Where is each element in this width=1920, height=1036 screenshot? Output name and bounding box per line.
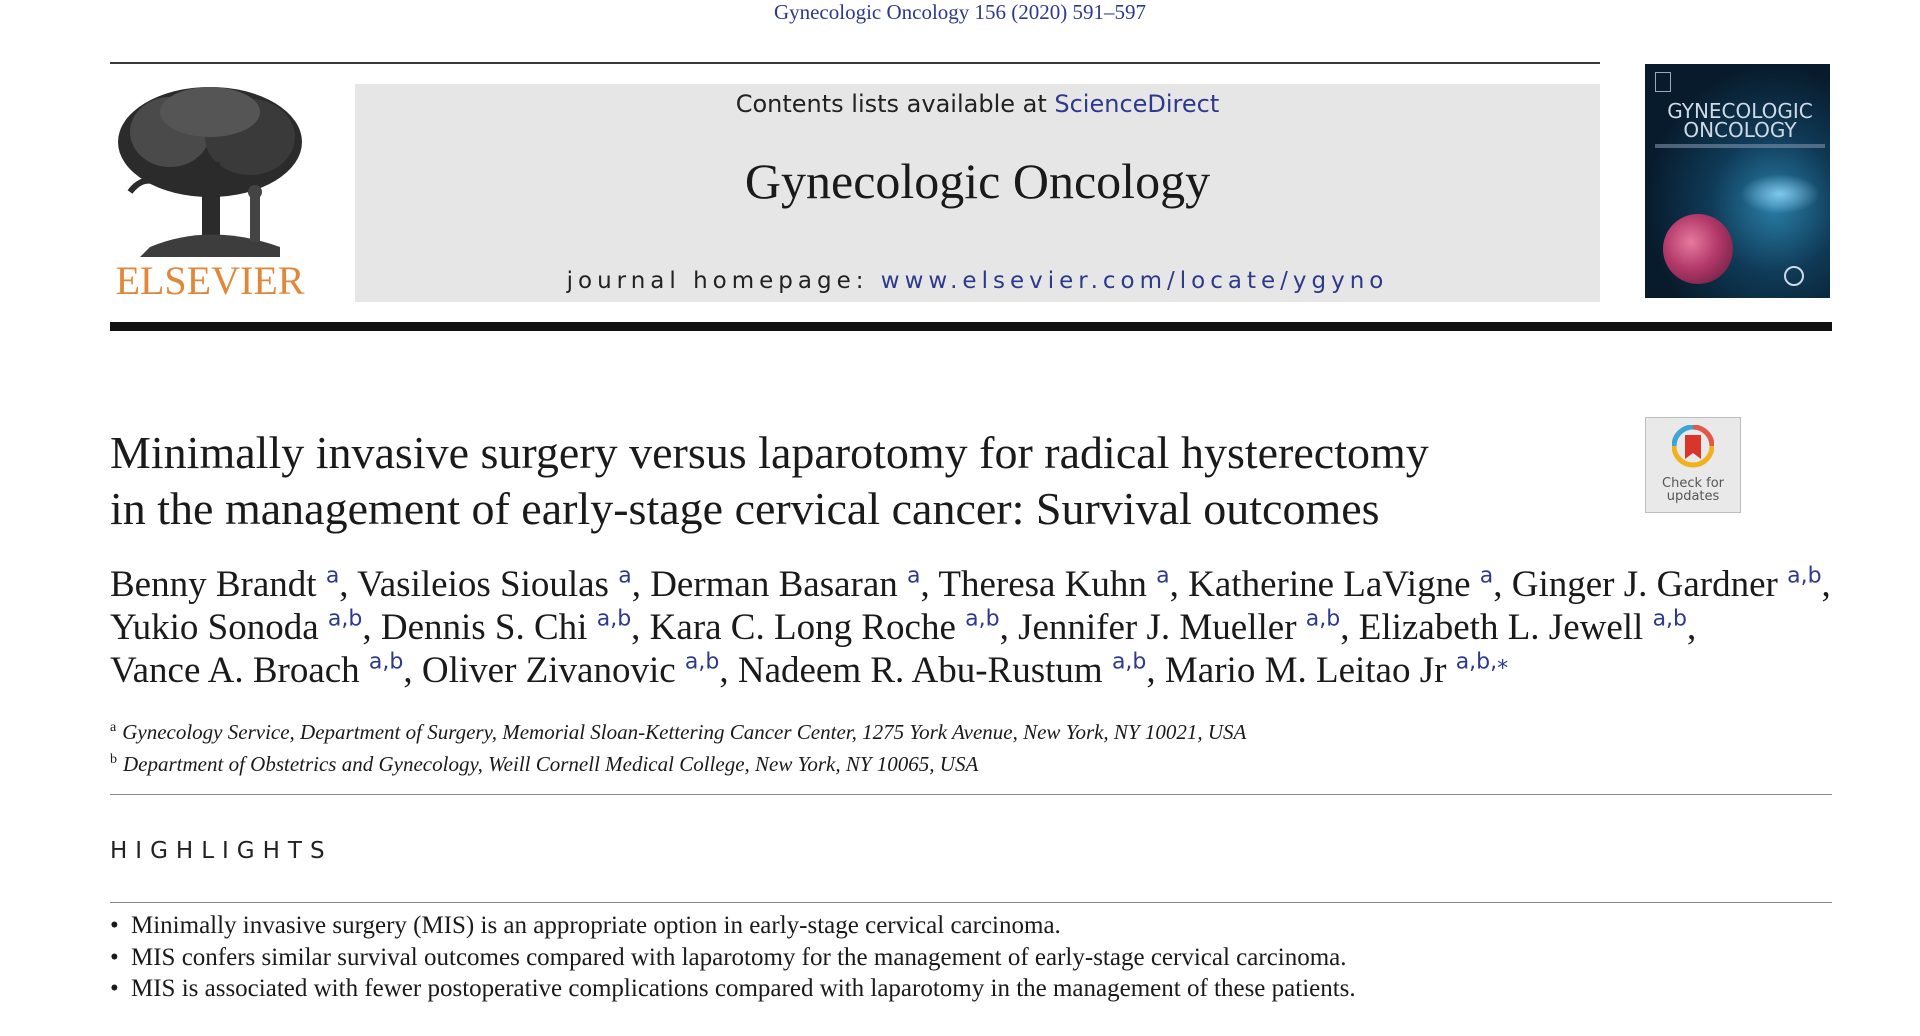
elsevier-logo[interactable] bbox=[110, 82, 310, 304]
list-item bbox=[110, 973, 1810, 1005]
affiliation-marker[interactable]: a,b bbox=[1305, 606, 1341, 632]
affiliation-marker[interactable]: a bbox=[1479, 563, 1494, 589]
author-name-text: Derman Basaran bbox=[650, 564, 898, 605]
title-line2: in the management of early-stage cervical cancer: Survival outcomes bbox=[110, 483, 1380, 534]
affiliation-text: Department of Obstetrics and Gynecology, Weill Cornell Medical College, New York, NY 10065, USA bbox=[123, 752, 979, 776]
homepage-link[interactable]: www.elsevier.com/locate/ygyno bbox=[880, 268, 1389, 294]
highlights-list bbox=[110, 910, 1810, 1005]
section-divider bbox=[110, 794, 1832, 795]
affiliation-marker[interactable]: a,b bbox=[1652, 606, 1688, 632]
journal-cover-image[interactable] bbox=[1645, 64, 1830, 298]
affiliation-label: b bbox=[110, 752, 117, 767]
section-divider bbox=[110, 902, 1832, 903]
author-name-text: Ginger J. Gardner bbox=[1511, 564, 1778, 605]
author-name-text: Oliver Zivanovic bbox=[421, 650, 676, 691]
affiliation-marker[interactable]: a,b bbox=[1111, 649, 1147, 675]
author-name[interactable] bbox=[381, 607, 631, 648]
badge-line2: updates bbox=[1666, 489, 1720, 504]
top-rule bbox=[110, 62, 1600, 64]
affiliation-a bbox=[110, 714, 1610, 746]
affiliation-marker[interactable]: a,b bbox=[596, 606, 632, 632]
check-updates-icon bbox=[1672, 425, 1714, 475]
author-line: Benny Brandt $^a$, Vasileios Sioulas $^a$, Derman Basaran $^a$, Theresa Kuhn $^a$, Katherine LaVigne $^a$, Ginger J. Gardner $^{a,b}$, bbox=[110, 563, 1831, 605]
author-name-text: Vance A. Broach bbox=[110, 650, 360, 691]
title-line1: Minimally invasive surgery versus laparotomy for radical hysterectomy bbox=[110, 427, 1429, 478]
cover-title-line1: GYNECOLOGIC bbox=[1667, 99, 1813, 123]
affiliation-marker[interactable]: a bbox=[618, 563, 632, 589]
author-name-text: Vasileios Sioulas bbox=[357, 564, 609, 605]
affiliation-b bbox=[110, 746, 1610, 778]
affiliation-marker[interactable]: a,b,⁎ bbox=[1455, 649, 1509, 675]
cover-publisher-mark bbox=[1655, 72, 1671, 92]
author-name-text: Nadeem R. Abu-Rustum bbox=[737, 650, 1103, 691]
author-name-text: Benny Brandt bbox=[110, 564, 317, 605]
header-rule bbox=[110, 322, 1832, 331]
author-name-text: Theresa Kuhn bbox=[938, 564, 1147, 605]
sciencedirect-link[interactable]: ScienceDirect bbox=[1054, 90, 1220, 118]
highlights-heading: HIGHLIGHTS bbox=[110, 838, 333, 864]
check-updates-label bbox=[1646, 477, 1740, 503]
homepage-prefix: journal homepage: bbox=[566, 268, 881, 294]
cover-title bbox=[1655, 99, 1825, 142]
author-name[interactable] bbox=[650, 607, 1000, 648]
author-line: Vance A. Broach $^{a,b}$, Oliver Zivanovic $^{a,b}$, Nadeem R. Abu-Rustum $^{a,b}$, Mario M. Leitao Jr $^{a,b,⁎}$ bbox=[110, 649, 1509, 691]
author-name[interactable] bbox=[1165, 650, 1508, 691]
elsevier-wordmark: ELSEVIER bbox=[115, 258, 305, 303]
author-name[interactable] bbox=[650, 564, 920, 605]
bullet-icon: • bbox=[110, 943, 119, 971]
author-name-text: Katherine LaVigne bbox=[1188, 564, 1471, 605]
affiliation-text: Gynecology Service, Department of Surgery, Memorial Sloan-Kettering Cancer Center, 1275 York Avenue, New York, NY 10021, USA bbox=[122, 720, 1247, 744]
affiliation-label: a bbox=[110, 720, 117, 735]
cover-glow bbox=[1740, 174, 1820, 214]
journal-name[interactable]: Gynecologic Oncology bbox=[744, 153, 1211, 209]
affiliation-marker[interactable]: a,b bbox=[1787, 563, 1822, 589]
author-name[interactable] bbox=[738, 650, 1147, 691]
check-for-updates-button[interactable] bbox=[1645, 417, 1741, 513]
author-name[interactable] bbox=[1188, 564, 1493, 605]
highlight-text: MIS is associated with fewer postoperative complications compared with laparotomy in the management of these patients. bbox=[131, 975, 1356, 1002]
author-list bbox=[110, 563, 1850, 692]
author-line: Yukio Sonoda $^{a,b}$, Dennis S. Chi $^{a,b}$, Kara C. Long Roche $^{a,b}$, Jennifer J. Mueller $^{a,b}$, Elizabeth L. Jewell $^{a,b}$, bbox=[110, 606, 1697, 648]
author-name[interactable] bbox=[422, 650, 719, 691]
tree-icon bbox=[110, 82, 310, 257]
list-item bbox=[110, 910, 1810, 942]
author-name[interactable] bbox=[357, 564, 632, 605]
journal-banner bbox=[355, 84, 1600, 302]
affiliation-marker[interactable]: a,b bbox=[368, 649, 404, 675]
highlight-text: MIS confers similar survival outcomes compared with laparotomy for the management of early-stage cervical carcinoma. bbox=[131, 943, 1347, 971]
affiliation-marker[interactable]: a bbox=[1156, 563, 1170, 589]
author-name[interactable] bbox=[938, 564, 1169, 605]
cover-cell-image bbox=[1663, 214, 1733, 284]
author-name[interactable] bbox=[110, 650, 403, 691]
list-item bbox=[110, 942, 1810, 974]
bullet-icon: • bbox=[110, 975, 119, 1002]
author-name-text: Mario M. Leitao Jr bbox=[1164, 650, 1447, 691]
author-name-text: Jennifer J. Mueller bbox=[1018, 607, 1297, 648]
author-name[interactable] bbox=[110, 607, 362, 648]
author-name[interactable] bbox=[1018, 607, 1340, 648]
affiliation-marker[interactable]: a,b bbox=[684, 649, 720, 675]
homepage-line bbox=[355, 268, 1600, 294]
affiliation-marker[interactable]: a bbox=[325, 563, 340, 589]
cover-logo-icon bbox=[1784, 266, 1804, 286]
highlight-text: Minimally invasive surgery (MIS) is an appropriate option in early-stage cervical carcinoma. bbox=[131, 912, 1061, 939]
article-title bbox=[110, 425, 1610, 537]
author-name-text: Yukio Sonoda bbox=[110, 607, 319, 648]
author-name[interactable] bbox=[1359, 607, 1687, 648]
cover-title-line2: ONCOLOGY bbox=[1683, 118, 1797, 142]
contents-line bbox=[355, 90, 1600, 118]
bullet-icon: • bbox=[110, 912, 119, 939]
contents-prefix: Contents lists available at bbox=[735, 90, 1055, 118]
affiliation-marker[interactable]: a,b bbox=[965, 606, 1000, 632]
affiliation-marker[interactable]: a bbox=[907, 563, 921, 589]
affiliation-marker[interactable]: a,b bbox=[327, 606, 363, 632]
author-name-text: Dennis S. Chi bbox=[380, 607, 588, 648]
author-name-text: Elizabeth L. Jewell bbox=[1358, 607, 1644, 648]
author-name[interactable] bbox=[1512, 564, 1822, 605]
author-name-text: Kara C. Long Roche bbox=[649, 607, 956, 648]
journal-citation: Gynecologic Oncology 156 (2020) 591–597 bbox=[773, 0, 1147, 24]
badge-line1: Check for bbox=[1662, 476, 1724, 491]
cover-subtitle-bar bbox=[1655, 144, 1825, 148]
author-name[interactable] bbox=[110, 564, 339, 605]
affiliations bbox=[110, 714, 1610, 778]
